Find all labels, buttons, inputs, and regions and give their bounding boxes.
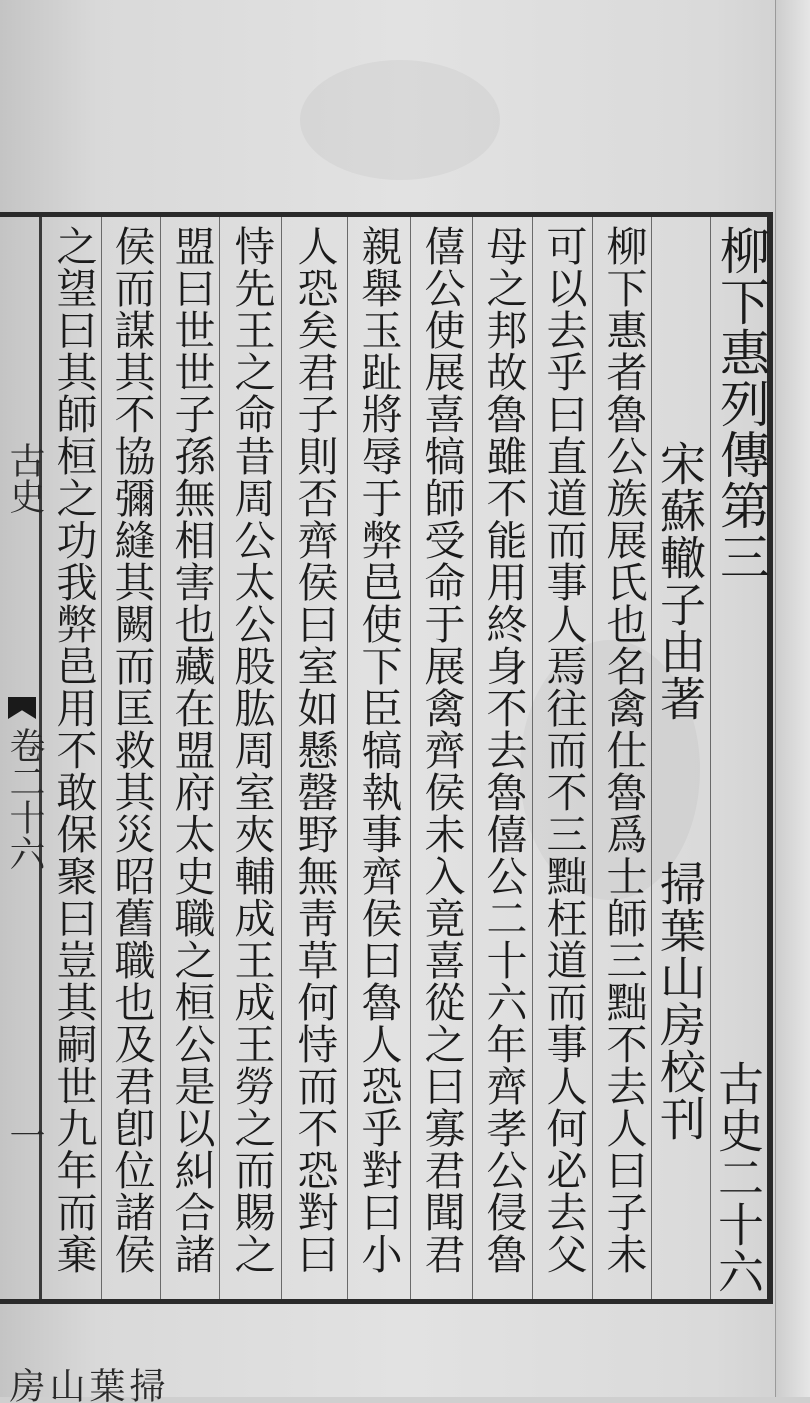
volume-label-column xyxy=(712,1060,764,1299)
column-text: 恃先王之命昔周公太公股肱周室夾輔成王成王勞之而賜之 xyxy=(227,225,276,1275)
text-column xyxy=(220,225,282,1287)
text-column xyxy=(42,225,104,1287)
author-line: 宋蘇轍子由著 xyxy=(653,440,707,722)
margin-page-number: 一 xyxy=(4,1117,45,1153)
adjacent-page-edge xyxy=(775,0,810,1397)
text-column xyxy=(472,225,534,1287)
press-line: 掃葉山房校刊 xyxy=(653,860,707,1142)
column-text: 僖公使展喜犒師受命于展禽齊侯未入竟喜從之曰寡君聞君 xyxy=(417,225,466,1275)
margin-book-title: 古史 xyxy=(4,442,45,514)
text-column xyxy=(410,225,472,1287)
text-column xyxy=(283,225,345,1287)
paper-stain xyxy=(300,60,500,180)
column-text: 盟曰世世子孫無相害也藏在盟府太史職之桓公是以糾合諸 xyxy=(167,225,216,1275)
author-column xyxy=(654,440,706,726)
text-column xyxy=(100,225,162,1287)
volume-label: 古史二十六 xyxy=(711,1060,765,1295)
column-text: 人恐矣君子則否齊侯曰室如懸罄野無靑草何恃而不恐對曰 xyxy=(290,225,339,1275)
text-column xyxy=(347,225,409,1287)
chapter-title: 柳下惠列傳第三 xyxy=(712,225,770,582)
fishtail-mark xyxy=(8,697,36,719)
text-column xyxy=(532,225,594,1287)
column-text: 可以去乎曰直道而事人焉往而不三黜枉道而事人何必去父 xyxy=(539,225,588,1275)
column-text: 母之邦故魯雖不能用終身不去魯僖公二十六年齊孝公侵魯 xyxy=(479,225,528,1275)
text-column xyxy=(592,225,654,1287)
margin-publisher: 掃葉山房 xyxy=(4,1367,165,1403)
column-text: 柳下惠者魯公族展氏也名禽仕魯爲士師三黜不去人曰子未 xyxy=(599,225,648,1275)
column-text: 親舉玉趾將辱于弊邑使下臣犒執事齊侯曰魯人恐乎對曰小 xyxy=(354,225,403,1275)
text-column xyxy=(160,225,222,1287)
margin-juan: 卷二十六 xyxy=(4,727,45,871)
press-column xyxy=(654,860,706,1146)
column-text: 之望曰其師桓之功我弊邑用不敢保聚曰豈其嗣世九年而棄 xyxy=(49,225,98,1275)
column-text: 侯而謀其不協彌縫其闕而匡救其災昭舊職也及君卽位諸侯 xyxy=(107,225,156,1275)
